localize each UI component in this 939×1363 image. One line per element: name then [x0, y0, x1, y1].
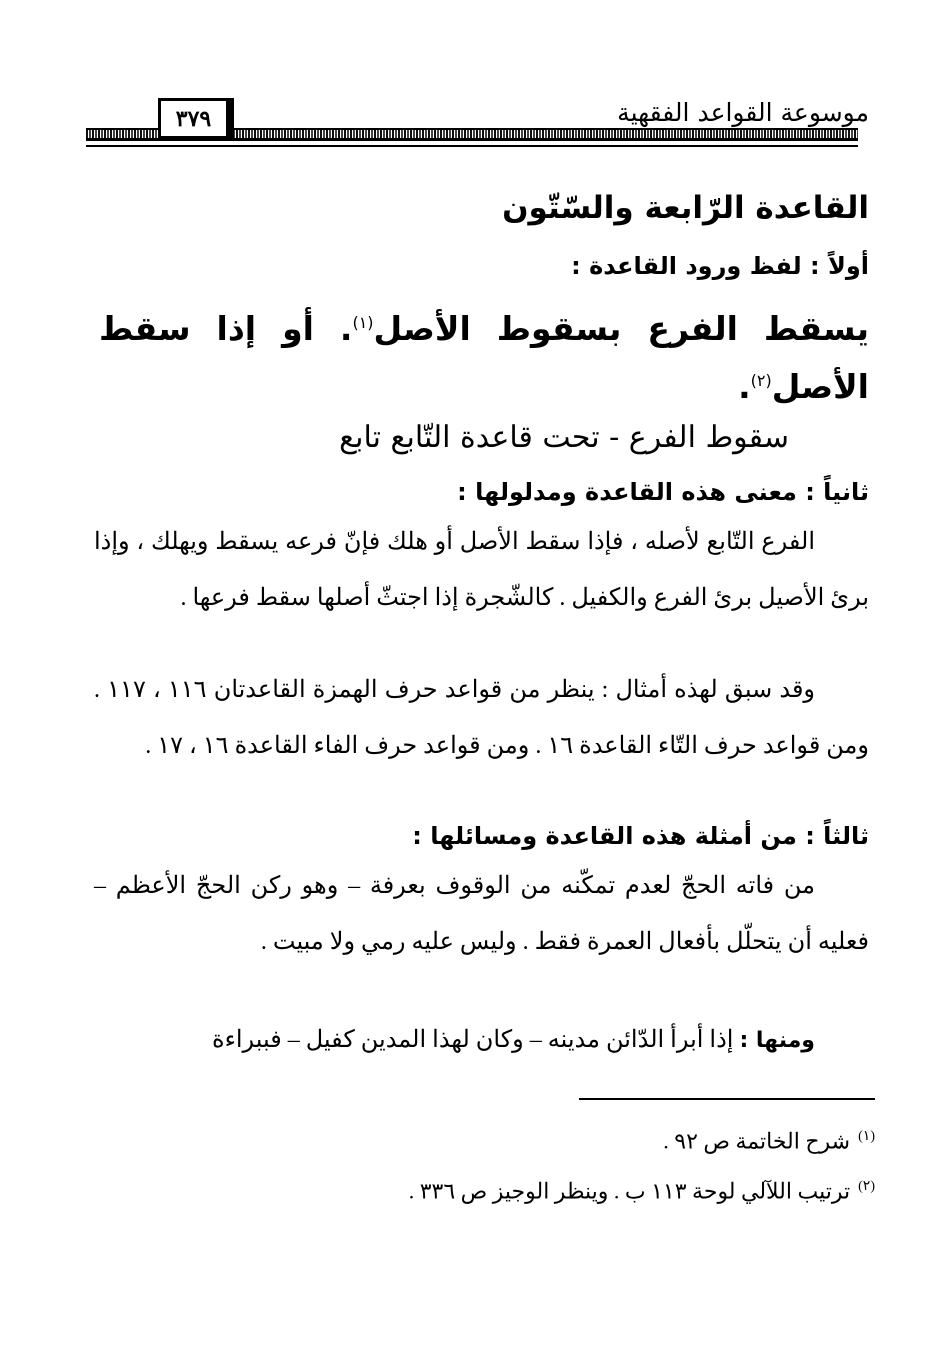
rule-title: القاعدة الرّابعة والسّتّون	[502, 190, 869, 226]
references-paragraph	[94, 662, 869, 774]
rule-statement-part2: . أو إذا سقط الأصل	[99, 309, 869, 406]
rule-statement-part1: يسقط الفرع بسقوط الأصل	[373, 309, 869, 348]
footnote-separator	[579, 1098, 875, 1100]
example-paragraph-2-label: ومنها :	[739, 1028, 815, 1053]
footnote-2	[175, 1172, 875, 1206]
footnote-2-number: (٢)	[858, 1179, 875, 1194]
footnote-ref-2[interactable]: (٢)	[750, 371, 772, 390]
footnote-1	[175, 1122, 875, 1156]
section-heading-examples: ثالثاً : من أمثلة هذه القاعدة ومسائلها :	[412, 822, 869, 850]
footnote-1-text: شرح الخاتمة ص ٩٢ .	[663, 1128, 851, 1154]
meaning-paragraph	[94, 514, 869, 626]
running-header-title: موسوعة القواعد الفقهية	[617, 98, 869, 127]
rule-statement	[99, 300, 869, 416]
footnote-ref-1[interactable]: (١)	[352, 313, 374, 332]
references-paragraph-text: وقد سبق لهذه أمثال : ينظر من قواعد حرف الهمزة القاعدتان ١١٦ ، ١١٧ . ومن قواعد حرف التّاء القاعدة ١٦ . ومن قواعد حرف الفاء القاعدة ١٦ ، ١٧ .	[94, 677, 869, 759]
related-rule-title: سقوط الفرع - تحت قاعدة التّابع تابع	[339, 420, 789, 455]
header-rule-thin	[86, 145, 858, 147]
rule-statement-end: .	[738, 367, 751, 406]
footnote-2-text: ترتيب اللآلي لوحة ١١٣ ب . وينظر الوجيز ص ٣٣٦ .	[408, 1178, 851, 1204]
footnote-1-number: (١)	[858, 1129, 875, 1144]
page-number: ٣٧٩	[158, 98, 234, 140]
section-heading-meaning: ثانياً : معنى هذه القاعدة ومدلولها :	[457, 478, 869, 506]
example-paragraph-2	[94, 1012, 869, 1069]
example-paragraph-1	[94, 858, 869, 970]
example-paragraph-1-text: من فاته الحجّ لعدم تمكّنه من الوقوف بعرفة – وهو ركن الحجّ الأعظم – فعليه أن يتحلّل بأفعال العمرة فقط . وليس عليه رمي ولا مبيت .	[94, 873, 869, 955]
example-paragraph-2-text: إذا أبرأ الدّائن مدينه – وكان لهذا المدين كفيل – فببراءة	[212, 1027, 734, 1053]
section-heading-wording: أولاً : لفظ ورود القاعدة :	[571, 252, 869, 280]
meaning-paragraph-text: الفرع التّابع لأصله ، فإذا سقط الأصل أو هلك فإنّ فرعه يسقط ويهلك ، وإذا برئ الأصيل برئ الفرع والكفيل . كالشّجرة إذا اجتثّ أصلها سقط فرعها .	[94, 529, 869, 611]
